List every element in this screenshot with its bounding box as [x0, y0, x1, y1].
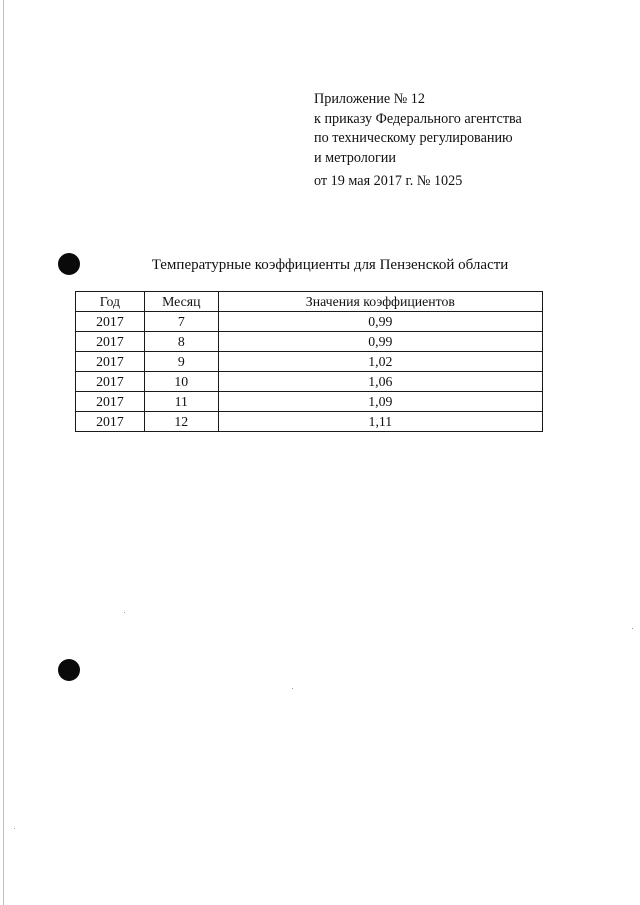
- cell-year: 2017: [76, 372, 145, 392]
- cell-value: 1,02: [218, 352, 542, 372]
- scan-speck: [14, 828, 15, 829]
- column-header-value: Значения коэффициентов: [218, 292, 542, 312]
- table-row: [76, 412, 543, 432]
- punch-hole-top: [58, 253, 80, 275]
- punch-hole-bottom: [58, 659, 80, 681]
- cell-year: 2017: [76, 352, 145, 372]
- cell-value: 0,99: [218, 332, 542, 352]
- appendix-date-line: от 19 мая 2017 г. № 1025: [314, 173, 463, 189]
- scan-edge-line: [3, 0, 4, 905]
- column-header-year: Год: [76, 292, 145, 312]
- table-row: [76, 312, 543, 332]
- appendix-header: [314, 90, 614, 192]
- table-row: [76, 392, 543, 412]
- cell-month: 8: [144, 332, 218, 352]
- document-title: Температурные коэффициенты для Пензенской области: [151, 257, 509, 273]
- table-row: [76, 352, 543, 372]
- cell-month: 10: [144, 372, 218, 392]
- appendix-number: Приложение № 12: [314, 91, 425, 107]
- cell-month: 12: [144, 412, 218, 432]
- appendix-order-line: к приказу Федерального агентства: [314, 110, 522, 127]
- cell-year: 2017: [76, 312, 145, 332]
- column-header-month: Месяц: [144, 292, 218, 312]
- cell-year: 2017: [76, 332, 145, 352]
- table-row: [76, 372, 543, 392]
- scan-speck: [124, 612, 125, 613]
- cell-month: 7: [144, 312, 218, 332]
- appendix-metrology-line: и метрологии: [314, 149, 396, 166]
- table-header-row: [76, 292, 543, 312]
- cell-month: 11: [144, 392, 218, 412]
- table-row: [76, 332, 543, 352]
- cell-value: 0,99: [218, 312, 542, 332]
- cell-value: 1,06: [218, 372, 542, 392]
- coefficients-table: [75, 291, 543, 432]
- appendix-agency-line: по техническому регулированию: [314, 130, 513, 146]
- cell-year: 2017: [76, 412, 145, 432]
- cell-year: 2017: [76, 392, 145, 412]
- cell-value: 1,09: [218, 392, 542, 412]
- scan-speck: [292, 688, 293, 689]
- cell-value: 1,11: [218, 412, 542, 432]
- scan-speck: [632, 628, 633, 629]
- cell-month: 9: [144, 352, 218, 372]
